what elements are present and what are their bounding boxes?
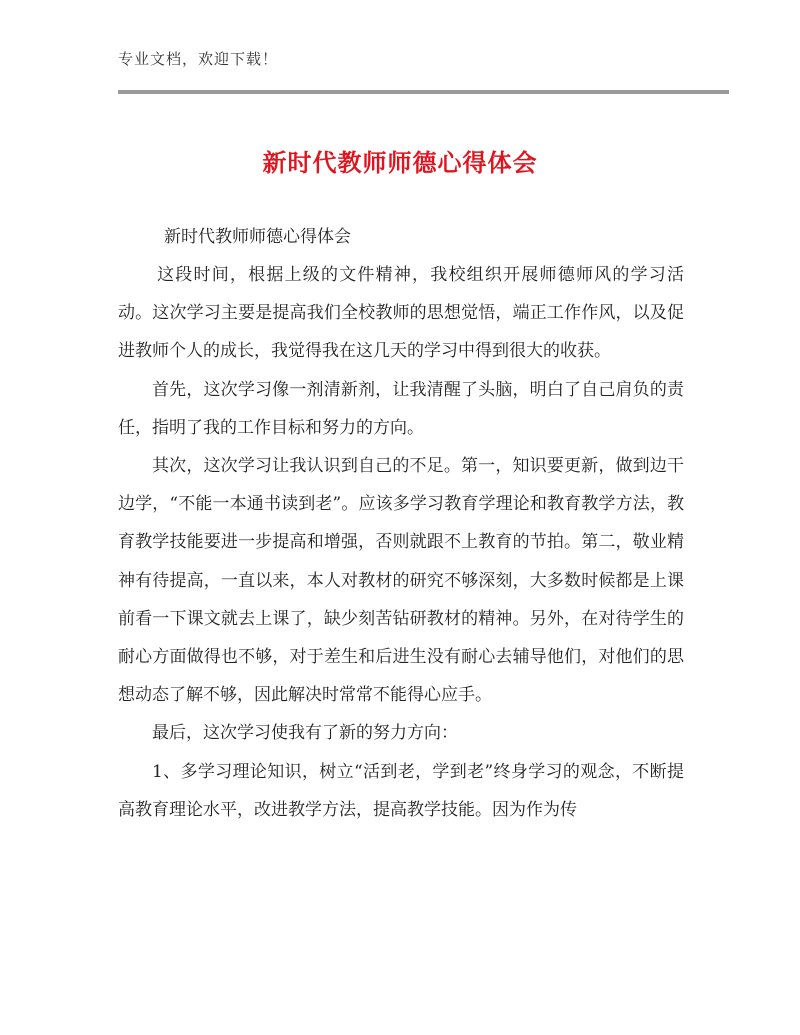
paragraph: 最后，这次学习使我有了新的努力方向： (152, 723, 458, 744)
document-subtitle: 新时代教师师德心得体会 (164, 227, 351, 247)
page-header: 专业文档，欢迎下载！ (118, 50, 279, 68)
paragraph: 其次，这次学习让我认识到自己的不足。第一，知识要更新，做到边干边学，“不能一本通书读到老”。应该多学习教育学理论和教育教学方法，教育教学技能要进一步提高和增强，否则就跟不上教育的节拍。第二，敬业精神有待提高，一直以来，本人对教材的研究不够深刻，大多数时候都是上课前看一下课文就去上课了，缺少刻苦钻研教材的精神。另外，在对待学生的耐心方面做得也不够，对于差生和后进生没有耐心去辅导他们，对他们的思想动态了解不够，因此解决时常常不能得心应手。 (118, 456, 684, 706)
paragraph: 首先，这次学习像一剂清新剂，让我清醒了头脑，明白了自己肩负的责任，指明了我的工作目标和努力的方向。 (118, 379, 684, 438)
header-divider (118, 90, 729, 94)
paragraph: 这段时间，根据上级的文件精神，我校组织开展师德师风的学习活动。这次学习主要是提高我们全校教师的思想觉悟，端正工作作风，以及促进教师个人的成长，我觉得我在这几天的学习中得到很大的收获。 (118, 265, 684, 362)
document-body (118, 256, 684, 829)
document-title: 新时代教师师德心得体会 (262, 149, 538, 177)
paragraph: 1、多学习理论知识，树立“活到老，学到老”终身学习的观念，不断提高教育理论水平，改进教学方法，提高教学技能。因为作为传 (118, 761, 684, 820)
